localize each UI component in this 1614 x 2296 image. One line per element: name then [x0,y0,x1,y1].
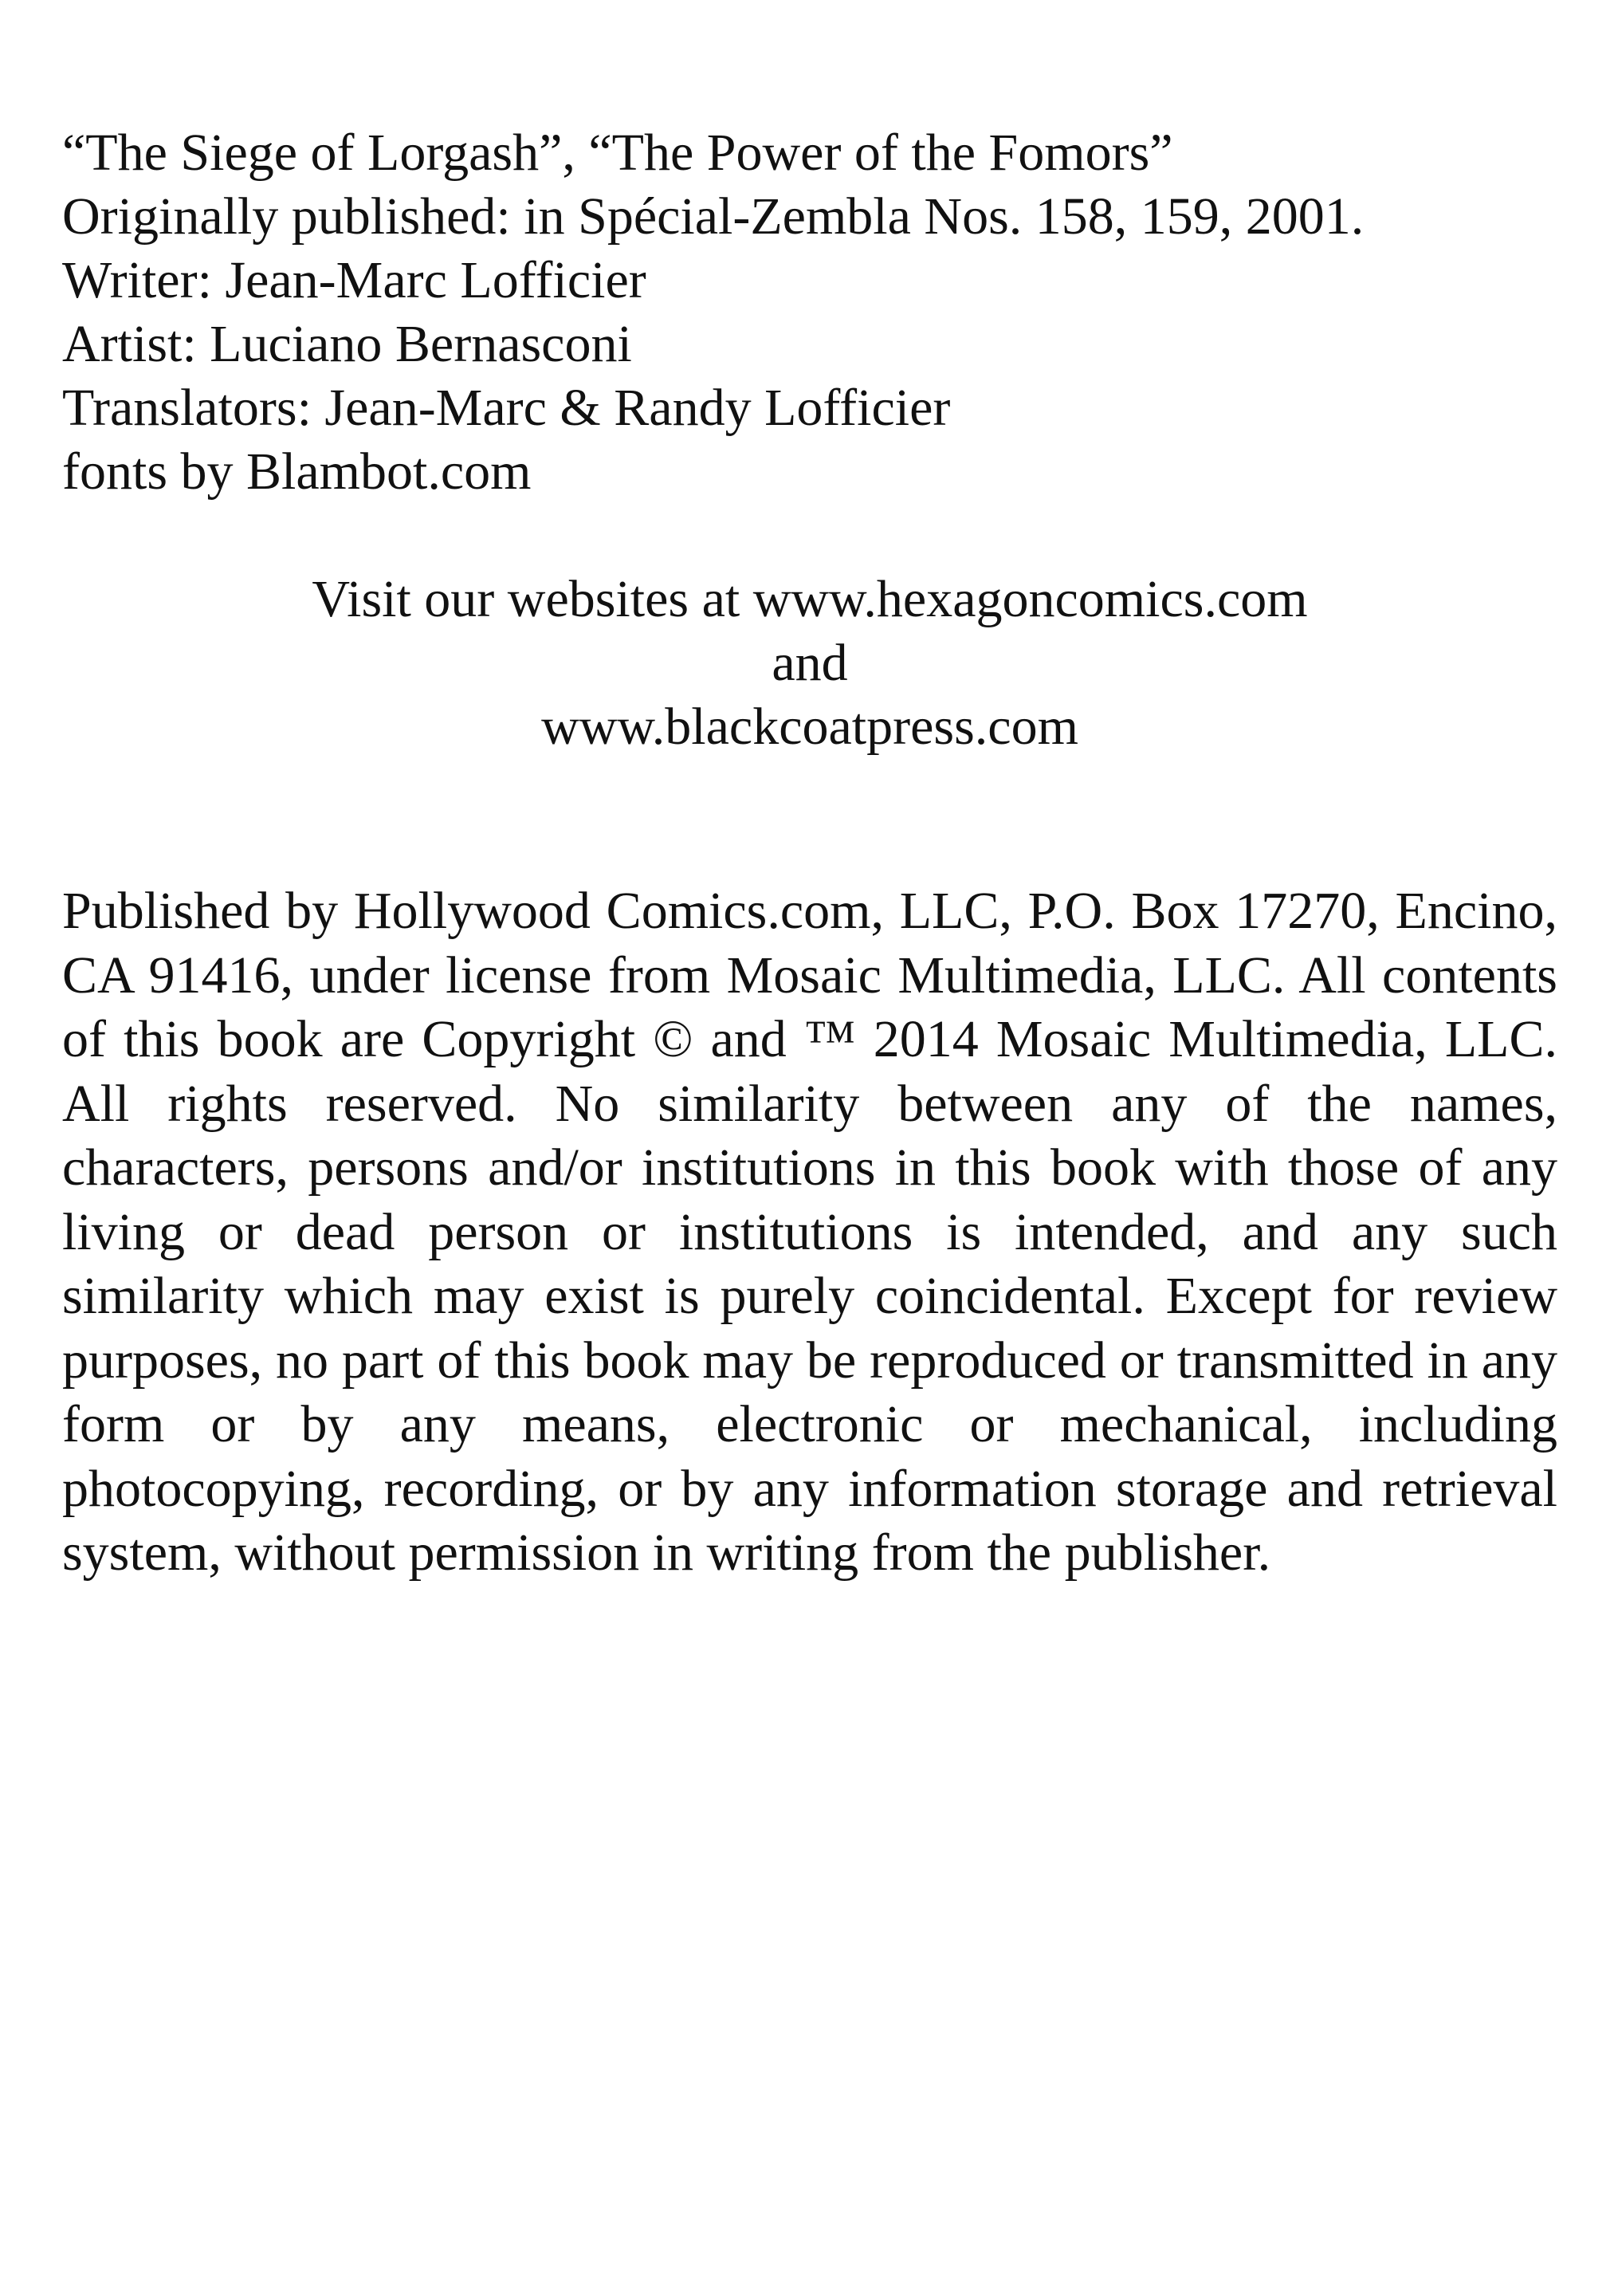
websites-line-visit: Visit our websites at www.hexagoncomics.com [312,570,1308,628]
legal-notice: Published by Hollywood Comics.com, LLC, P.O. Box 17270, Encino, CA 91416, under license from Mosaic Multimedia, LLC. All contents of this book are Copyright © and ™ 2014 Mosaic Multimedia, LLC. All rights reserved. No similarity between any of the names, characters, persons and/or institutions in this book with those of any living or dead person or institutions is intended, and any such similarity which may exist is purely coincidental. Except for review purposes, no part of this book may be reproduced or transmitted in any form or by any means, electronic or mechanical, including photocopying, recording, or by any information storage and retrieval system, without permission in writing from the publisher. [62,882,1557,1582]
credits-line-titles: “The Siege of Lorgash”, “The Power of the Fomors” [62,124,1173,182]
credits-line-artist: Artist: Luciano Bernasconi [62,315,632,373]
websites-line-blackcoat: www.blackcoatpress.com [541,698,1078,756]
websites-line-and: and [772,634,848,692]
credits-line-translators: Translators: Jean-Marc & Randy Lofficier [62,379,951,437]
credits-line-fonts: fonts by Blambot.com [62,442,532,501]
credits-line-original-publication: Originally published: in Spécial-Zembla Nos. 158, 159, 2001. [62,187,1365,246]
websites-block [62,568,1557,759]
credits-block [62,121,1561,504]
credits-line-writer: Writer: Jean-Marc Lofficier [62,251,646,309]
